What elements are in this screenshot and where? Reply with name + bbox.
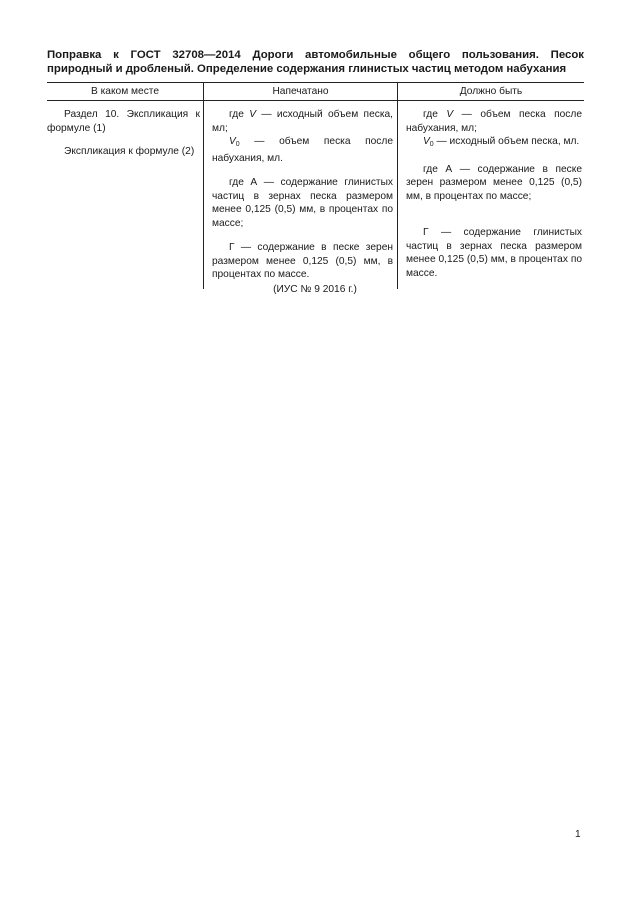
column-correct xyxy=(397,101,584,289)
ius-note: (ИУС № 9 2016 г.) xyxy=(273,284,357,295)
row2-printed-p1: где А — содержание глинистых частиц в зернах песка размером менее 0,125 (0,5) мм, в процентах по массе; xyxy=(212,177,393,229)
header-correct: Должно быть xyxy=(397,83,584,100)
table-body xyxy=(47,101,584,289)
row2-printed-p2: Г — содержание в песке зерен размером менее 0,125 (0,5) мм, в процентах по массе. xyxy=(212,242,393,280)
row2-where: Экспликация к формуле (2) xyxy=(64,146,195,157)
row1-printed-p2: $V_0$ — объем песка после набухания, мл. xyxy=(212,136,393,164)
row2-correct-p2: Г — содержание глинистых частиц в зернах песка размером менее 0,125 (0,5) мм, в процентах по массе. xyxy=(406,227,582,279)
header-printed: Напечатано xyxy=(203,83,397,100)
column-printed xyxy=(203,101,397,289)
document-title: Поправка к ГОСТ 32708—2014 Дороги автомобильные общего пользования. Песок природный и дробленый. Определение содержания глинистых частиц методом набухания xyxy=(47,49,584,75)
table-header xyxy=(47,82,584,101)
column-where xyxy=(47,101,203,289)
row2-correct-p1: где А — содержание в песке зерен размером менее 0,125 (0,5) мм, в процентах по массе; xyxy=(406,163,582,202)
row1-printed-p1: где V — исходный объем песка, мл; xyxy=(212,109,394,134)
row1-where: Раздел 10. Экспликация к формуле (1) xyxy=(47,109,200,134)
row1-correct-p2: $V_0$ — исходный объем песка, мл. xyxy=(423,136,580,148)
header-where: В каком месте xyxy=(90,86,160,97)
page-number: 1 xyxy=(575,829,581,840)
row1-correct-p1: где V — объем песка после набухания, мл; xyxy=(406,109,582,134)
correction-table xyxy=(47,82,584,289)
